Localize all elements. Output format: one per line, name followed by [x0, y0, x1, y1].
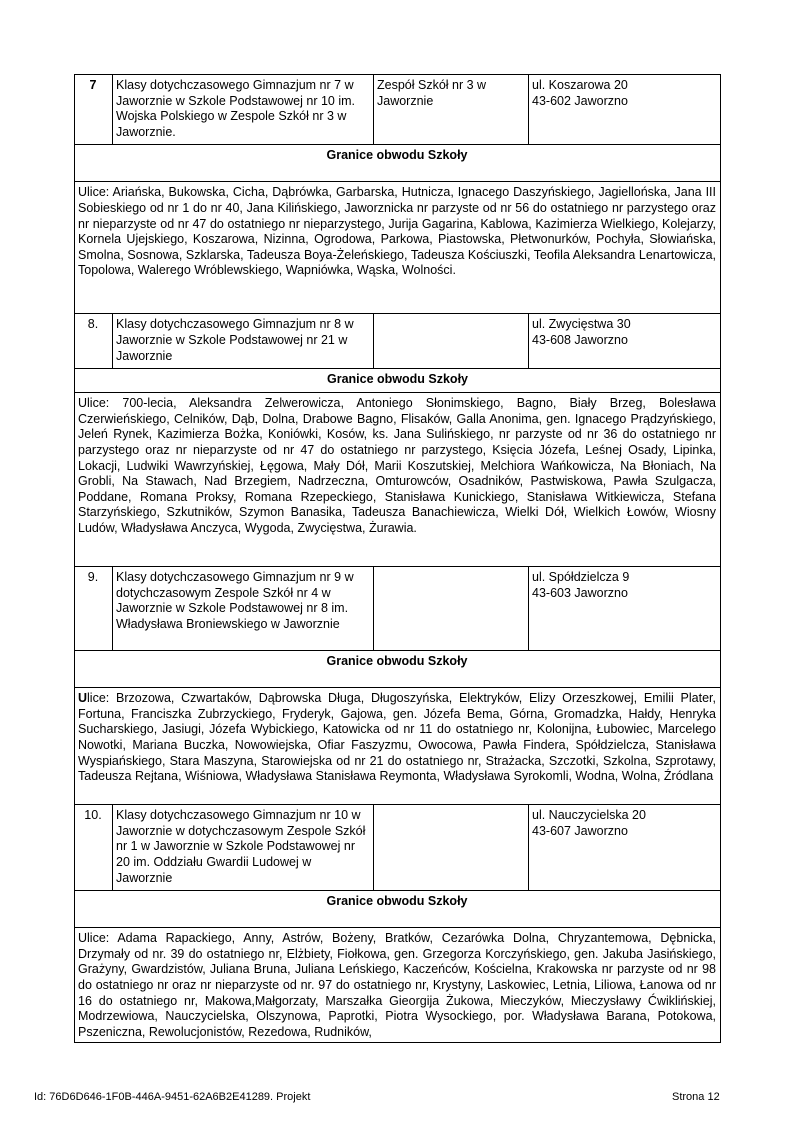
address-street: ul. Koszarowa 20	[532, 78, 628, 92]
streets-row	[75, 393, 721, 567]
address-city: 43-603 Jaworzno	[532, 585, 628, 600]
school-name: Klasy dotychczasowego Gimnazjum nr 10 w Jaworznie w dotychczasowym Zespole Szkół nr 1 w Jaworznie w Szkole Podstawowej nr 20 im. Oddziału Gwardii Ludowej w Jaworznie	[113, 805, 374, 891]
page-number: Strona 12	[672, 1091, 720, 1103]
streets-row	[75, 688, 721, 805]
streets-row	[75, 928, 721, 1043]
district-streets: Ulice: Adama Rapackiego, Anny, Astrów, Bożeny, Bratków, Cezarówka Dolna, Chryzantemowa, Dębnicka, Drzymały od nr. 39 do ostatniego nr, Elżbiety, Fiołkowa, gen. Grzegorza Korczyńskiego, gen. Jakuba Jasińskiego, Grażyny, Gwardzistów, Juliana Bruna, Juliana Leńskiego, Kaczeńców, Kościelna, Krakowska nr parzyste od nr 98 do ostatniego nr oraz nr nieparzyste od nr. 97 do ostatniego nr, Krystyny, Laskowiec, Letnia, Liliowa, Łanowa od nr 16 do ostatniego nr, Makowa,Małgorzaty, Marszałka Gieorgija Żukowa, Mieczyków, Mieczysławy Ćwiklińskiej, Modrzewiowa, Nauczycielska, Olszynowa, Paprotki, Piotra Wysockiego, por. Władysława Barana, Potokowa, Pszeniczna, Rewolucjonistów, Rezedowa, Rudników,	[75, 928, 721, 1043]
school-row	[75, 805, 721, 891]
address-street: ul. Zwycięstwa 30	[532, 317, 631, 332]
school-number: 10.	[75, 805, 113, 891]
school-number: 9.	[75, 567, 113, 651]
school-row	[75, 75, 721, 145]
school-name: Klasy dotychczasowego Gimnazjum nr 8 w Jaworznie w Szkole Podstawowej nr 21 w Jaworznie	[113, 314, 374, 369]
district-streets: Ulice: 700-lecia, Aleksandra Zelwerowicza, Antoniego Słonimskiego, Bagno, Biały Brzeg, Bolesława Czerwieńskiego, Celników, Dąb, Dolna, Drabowe Bagno, Flisaków, Galla Anonima, gen. Ignacego Prądzyńskiego, Jeleń Rynek, Kazimierza Bożka, Koniówki, Kosów, ks. Jana Sulińskiego, nr parzyste od nr 36 do ostatniego nr parzystego oraz nr nieparzyste od nr 47 do ostatniego nr parzystego, Księcia Józefa, Leśnej Osady, Lipinka, Lokacji, Ludwiki Wawrzyńskiej, Łęgowa, Mały Dół, Marii Koszutskiej, Melchiora Wańkowicza, Na Błoniach, Na Grobli, Na Stawach, Nad Brzegiem, Nadrzeczna, Omturowców, Osadników, Pastwiskowa, Pawła Szulgacza, Poddane, Romana Proksy, Romana Rzepeckiego, Stanisława Kunickiego, Stanisława Witkiewicza, Stefana Starzyńskiego, Szkutników, Szymon Banasika, Tadeusza Banachiewicza, Wielki Dół, Wielkich Łowów, Wiosny Ludów, Władysława Anczyca, Wygoda, Zwycięstwa, Żurawia.	[75, 393, 721, 567]
school-name: Klasy dotychczasowego Gimnazjum nr 7 w Jaworznie w Szkole Podstawowej nr 10 im. Wojska Polskiego w Zespole Szkół nr 3 w Jaworznie.	[113, 75, 374, 145]
school-number: 8.	[75, 314, 113, 369]
address-city: 43-608 Jaworzno	[532, 332, 628, 347]
school-address	[529, 75, 721, 145]
school-complex	[374, 314, 529, 369]
district-heading-row	[75, 651, 721, 688]
school-address	[529, 805, 721, 891]
district-heading: Granice obwodu Szkoły	[75, 651, 721, 688]
school-row	[75, 314, 721, 369]
school-name: Klasy dotychczasowego Gimnazjum nr 9 w dotychczasowym Zespole Szkół nr 4 w Jaworznie w Szkole Podstawowej nr 8 im. Władysława Broniewskiego w Jaworznie	[113, 567, 374, 651]
address-city: 43-602 Jaworzno	[532, 93, 628, 108]
district-heading: Granice obwodu Szkoły	[75, 145, 721, 182]
district-table	[74, 74, 721, 1043]
district-heading-row	[75, 891, 721, 928]
school-complex	[374, 805, 529, 891]
streets-row	[75, 182, 721, 314]
school-row	[75, 567, 721, 651]
district-heading-row	[75, 369, 721, 393]
school-address	[529, 314, 721, 369]
address-city: 43-607 Jaworzno	[532, 823, 628, 838]
district-heading: Granice obwodu Szkoły	[75, 369, 721, 393]
streets-lead-letter: U	[78, 691, 88, 706]
district-heading: Granice obwodu Szkoły	[75, 891, 721, 928]
school-complex: Zespół Szkół nr 3 w Jaworznie	[374, 75, 529, 145]
document-id: Id: 76D6D646-1F0B-446A-9451-62A6B2E41289. Projekt	[34, 1091, 311, 1103]
streets-text: lice: Brzozowa, Czwartaków, Dąbrowska Długa, Długoszyńska, Elektryków, Elizy Orzeszkowej, Emilii Plater, Fortuna, Franciszka Zubrzyckiego, Fryderyk, Gajowa, gen. Józefa Bema, Górna, Gromadzka, Hałdy, Henryka Sucharskiego, Jasiugi, Józefa Wybickiego, Katowicka od nr 11 do ostatniego nr, Kolonijna, Łubowiec, Marcelego Nowotki, Mariana Buczka, Nowowiejska, Ofiar Faszyzmu, Owocowa, Pawła Findera, Spółdzielcza, Stanisława Wyspiańskiego, Stara Maszyna, Starowiejska od nr 21 do ostatniego nr, Strażacka, Szczotki, Szkolna, Szprotawy, Tadeusza Rejtana, Wiśniowa, Władysława Stanisława Reymonta, Władysława Syrokomli, Wodna, Wolna, Źródlana	[78, 691, 716, 784]
school-number: 7	[75, 75, 113, 145]
school-complex	[374, 567, 529, 651]
address-street: ul. Nauczycielska 20	[532, 808, 646, 823]
school-address	[529, 567, 721, 651]
district-streets: Ulice: Ariańska, Bukowska, Cicha, Dąbrówka, Garbarska, Hutnicza, Ignacego Daszyńskiego, Jagiellońska, Jana III Sobieskiego od nr 1 do nr 40, Jana Kilińskiego, Jaworznicka nr parzyste od nr 56 do ostatniego nr parzystego oraz nr nieparzyste od nr 47 do ostatniego nr nieparzystego, Jurija Gagarina, Kablowa, Kazimierza Wielkiego, Kolejarzy, Kornela Ujejskiego, Koszarowa, Nizinna, Ogrodowa, Parkowa, Piastowska, Płetwonurków, Pochyła, Słowiańska, Smolna, Sosnowa, Szklarska, Tadeusza Boya-Żeleńskiego, Tadeusza Kościuszki, Teofila Aleksandra Lenartowicza, Topolowa, Walerego Wróblewskiego, Wapniówka, Wąska, Wolności.	[75, 182, 721, 314]
district-heading-row	[75, 145, 721, 182]
address-street: ul. Spółdzielcza 9	[532, 570, 630, 585]
district-streets	[75, 688, 721, 805]
